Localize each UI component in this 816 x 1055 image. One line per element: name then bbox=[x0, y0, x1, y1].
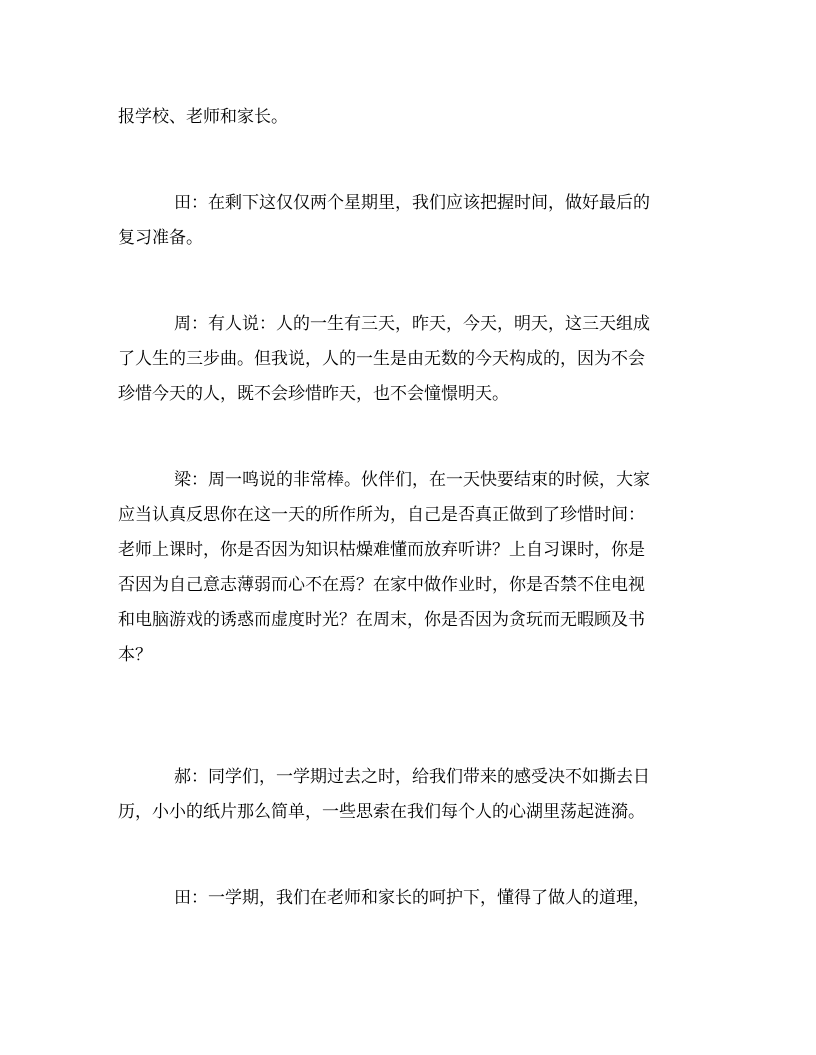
text-line: 否因为自己意志薄弱而心不在焉？在家中做作业时，你是否禁不住电视 bbox=[118, 575, 645, 595]
text-line: 了人生的三步曲。但我说，人的一生是由无数的今天构成的，因为不会 bbox=[118, 349, 645, 369]
text-line: 郝：同学们，一学期过去之时，给我们带来的感受决不如撕去日 bbox=[174, 767, 650, 787]
text-line: 历，小小的纸片那么简单，一些思索在我们每个人的心湖里荡起涟漪。 bbox=[118, 802, 645, 822]
text-line: 老师上课时，你是否因为知识枯燥难懂而放弃听讲？上自习课时，你是 bbox=[118, 540, 645, 560]
text-line: 梁：周一鸣说的非常棒。伙伴们，在一天快要结束的时候，大家 bbox=[174, 470, 650, 490]
text-line: 报学校、老师和家长。 bbox=[118, 107, 288, 127]
text-line: 田：在剩下这仅仅两个星期里，我们应该把握时间，做好最后的 bbox=[174, 193, 650, 213]
text-line: 珍惜今天的人，既不会珍惜昨天，也不会憧憬明天。 bbox=[118, 384, 509, 404]
text-line: 应当认真反思你在这一天的所作所为，自己是否真正做到了珍惜时间： bbox=[118, 505, 645, 525]
paragraph-zhou bbox=[118, 307, 708, 412]
paragraph-continuation bbox=[118, 100, 708, 135]
paragraph-tian-2 bbox=[118, 881, 708, 916]
paragraph-hao bbox=[118, 760, 708, 830]
paragraph-tian-1 bbox=[118, 186, 708, 256]
text-line: 田：一学期，我们在老师和家长的呵护下，懂得了做人的道理， bbox=[174, 888, 650, 908]
text-line: 周：有人说：人的一生有三天，昨天，今天，明天，这三天组成 bbox=[174, 314, 650, 334]
text-line: 复习准备。 bbox=[118, 228, 203, 248]
paragraph-liang bbox=[118, 463, 708, 673]
text-line: 和电脑游戏的诱惑而虚度时光？在周末，你是否因为贪玩而无暇顾及书 bbox=[118, 610, 645, 630]
text-line: 本？ bbox=[118, 645, 152, 665]
